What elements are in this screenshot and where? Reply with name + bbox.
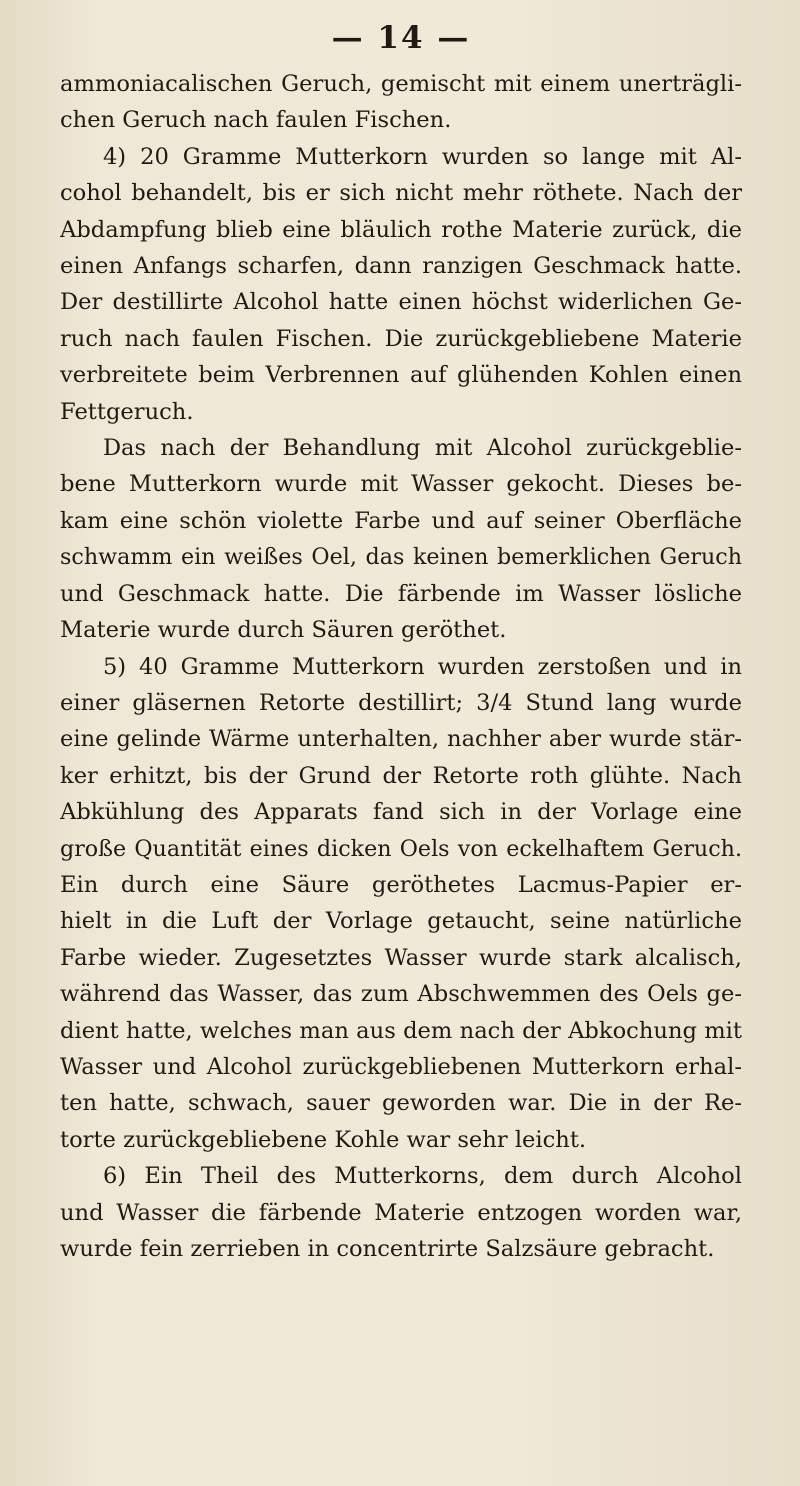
text-line: kam eine schön violette Farbe und auf seiner Oberfläche: [60, 507, 742, 534]
text-line: Fettgeruch.: [60, 398, 194, 425]
text-line: 6) Ein Theil des Mutterkorns, dem durch Alcohol: [102, 1163, 742, 1190]
text-line: große Quantität eines dicken Oels von eckelhaftem Geruch.: [60, 835, 742, 862]
text-line: und Geschmack hatte. Die färbende im Wasser lösliche: [60, 580, 742, 607]
text-body: [60, 66, 742, 1267]
text-line: verbreitete beim Verbrennen auf glühenden Kohlen einen: [60, 362, 742, 389]
text-line: bene Mutterkorn wurde mit Wasser gekocht. Dieses be-: [60, 471, 742, 498]
paragraph: [60, 1158, 742, 1267]
page-number: — 14 —: [331, 20, 471, 56]
text-line: wurde fein zerrieben in concentrirte Salzsäure gebracht.: [60, 1236, 715, 1262]
text-line: schwamm ein weißes Oel, das keinen bemerklichen Geruch: [60, 544, 742, 571]
paragraph: [60, 430, 742, 648]
paragraph: [60, 649, 742, 1159]
text-line: Abkühlung des Apparats fand sich in der Vorlage eine: [60, 799, 742, 826]
text-line: ruch nach faulen Fischen. Die zurückgebliebene Materie: [60, 325, 742, 352]
text-line: chen Geruch nach faulen Fischen.: [60, 107, 452, 134]
text-line: torte zurückgebliebene Kohle war sehr leicht.: [60, 1126, 587, 1153]
text-line: Wasser und Alcohol zurückgebliebenen Mutterkorn erhal-: [60, 1053, 742, 1080]
paragraph: [60, 66, 742, 139]
text-line: dient hatte, welches man aus dem nach der Abkochung mit: [60, 1017, 742, 1044]
text-line: Farbe wieder. Zugesetztes Wasser wurde stark alcalisch,: [60, 944, 742, 971]
text-line: während das Wasser, das zum Abschwemmen des Oels ge-: [60, 981, 742, 1008]
text-line: Materie wurde durch Säuren geröthet.: [60, 617, 507, 644]
text-line: Der destillirte Alcohol hatte einen höchst widerlichen Ge-: [60, 289, 742, 316]
text-line: ten hatte, schwach, sauer geworden war. Die in der Re-: [60, 1090, 742, 1117]
text-line: ker erhitzt, bis der Grund der Retorte roth glühte. Nach: [60, 762, 742, 789]
text-line: Ein durch eine Säure geröthetes Lacmus-Papier er-: [60, 871, 742, 898]
text-line: einen Anfangs scharfen, dann ranzigen Geschmack hatte.: [60, 253, 742, 280]
text-line: Das nach der Behandlung mit Alcohol zurückgeblie-: [102, 435, 742, 462]
text-line: Abdampfung blieb eine bläulich rothe Materie zurück, die: [60, 216, 742, 243]
text-line: cohol behandelt, bis er sich nicht mehr röthete. Nach der: [60, 180, 742, 207]
text-line: und Wasser die färbende Materie entzogen worden war,: [60, 1199, 742, 1226]
text-line: 4) 20 Gramme Mutterkorn wurden so lange mit Al-: [102, 143, 742, 170]
paragraph: [60, 139, 742, 430]
text-line: ammoniacalischen Geruch, gemischt mit einem unerträgli-: [60, 71, 742, 97]
text-line: eine gelinde Wärme unterhalten, nachher aber wurde stär-: [60, 726, 742, 753]
text-line: einer gläsernen Retorte destillirt; 3/4 Stund lang wurde: [60, 689, 742, 716]
text-line: hielt in die Luft der Vorlage getaucht, seine natürliche: [60, 908, 742, 935]
text-line: 5) 40 Gramme Mutterkorn wurden zerstoßen und in: [102, 653, 742, 680]
